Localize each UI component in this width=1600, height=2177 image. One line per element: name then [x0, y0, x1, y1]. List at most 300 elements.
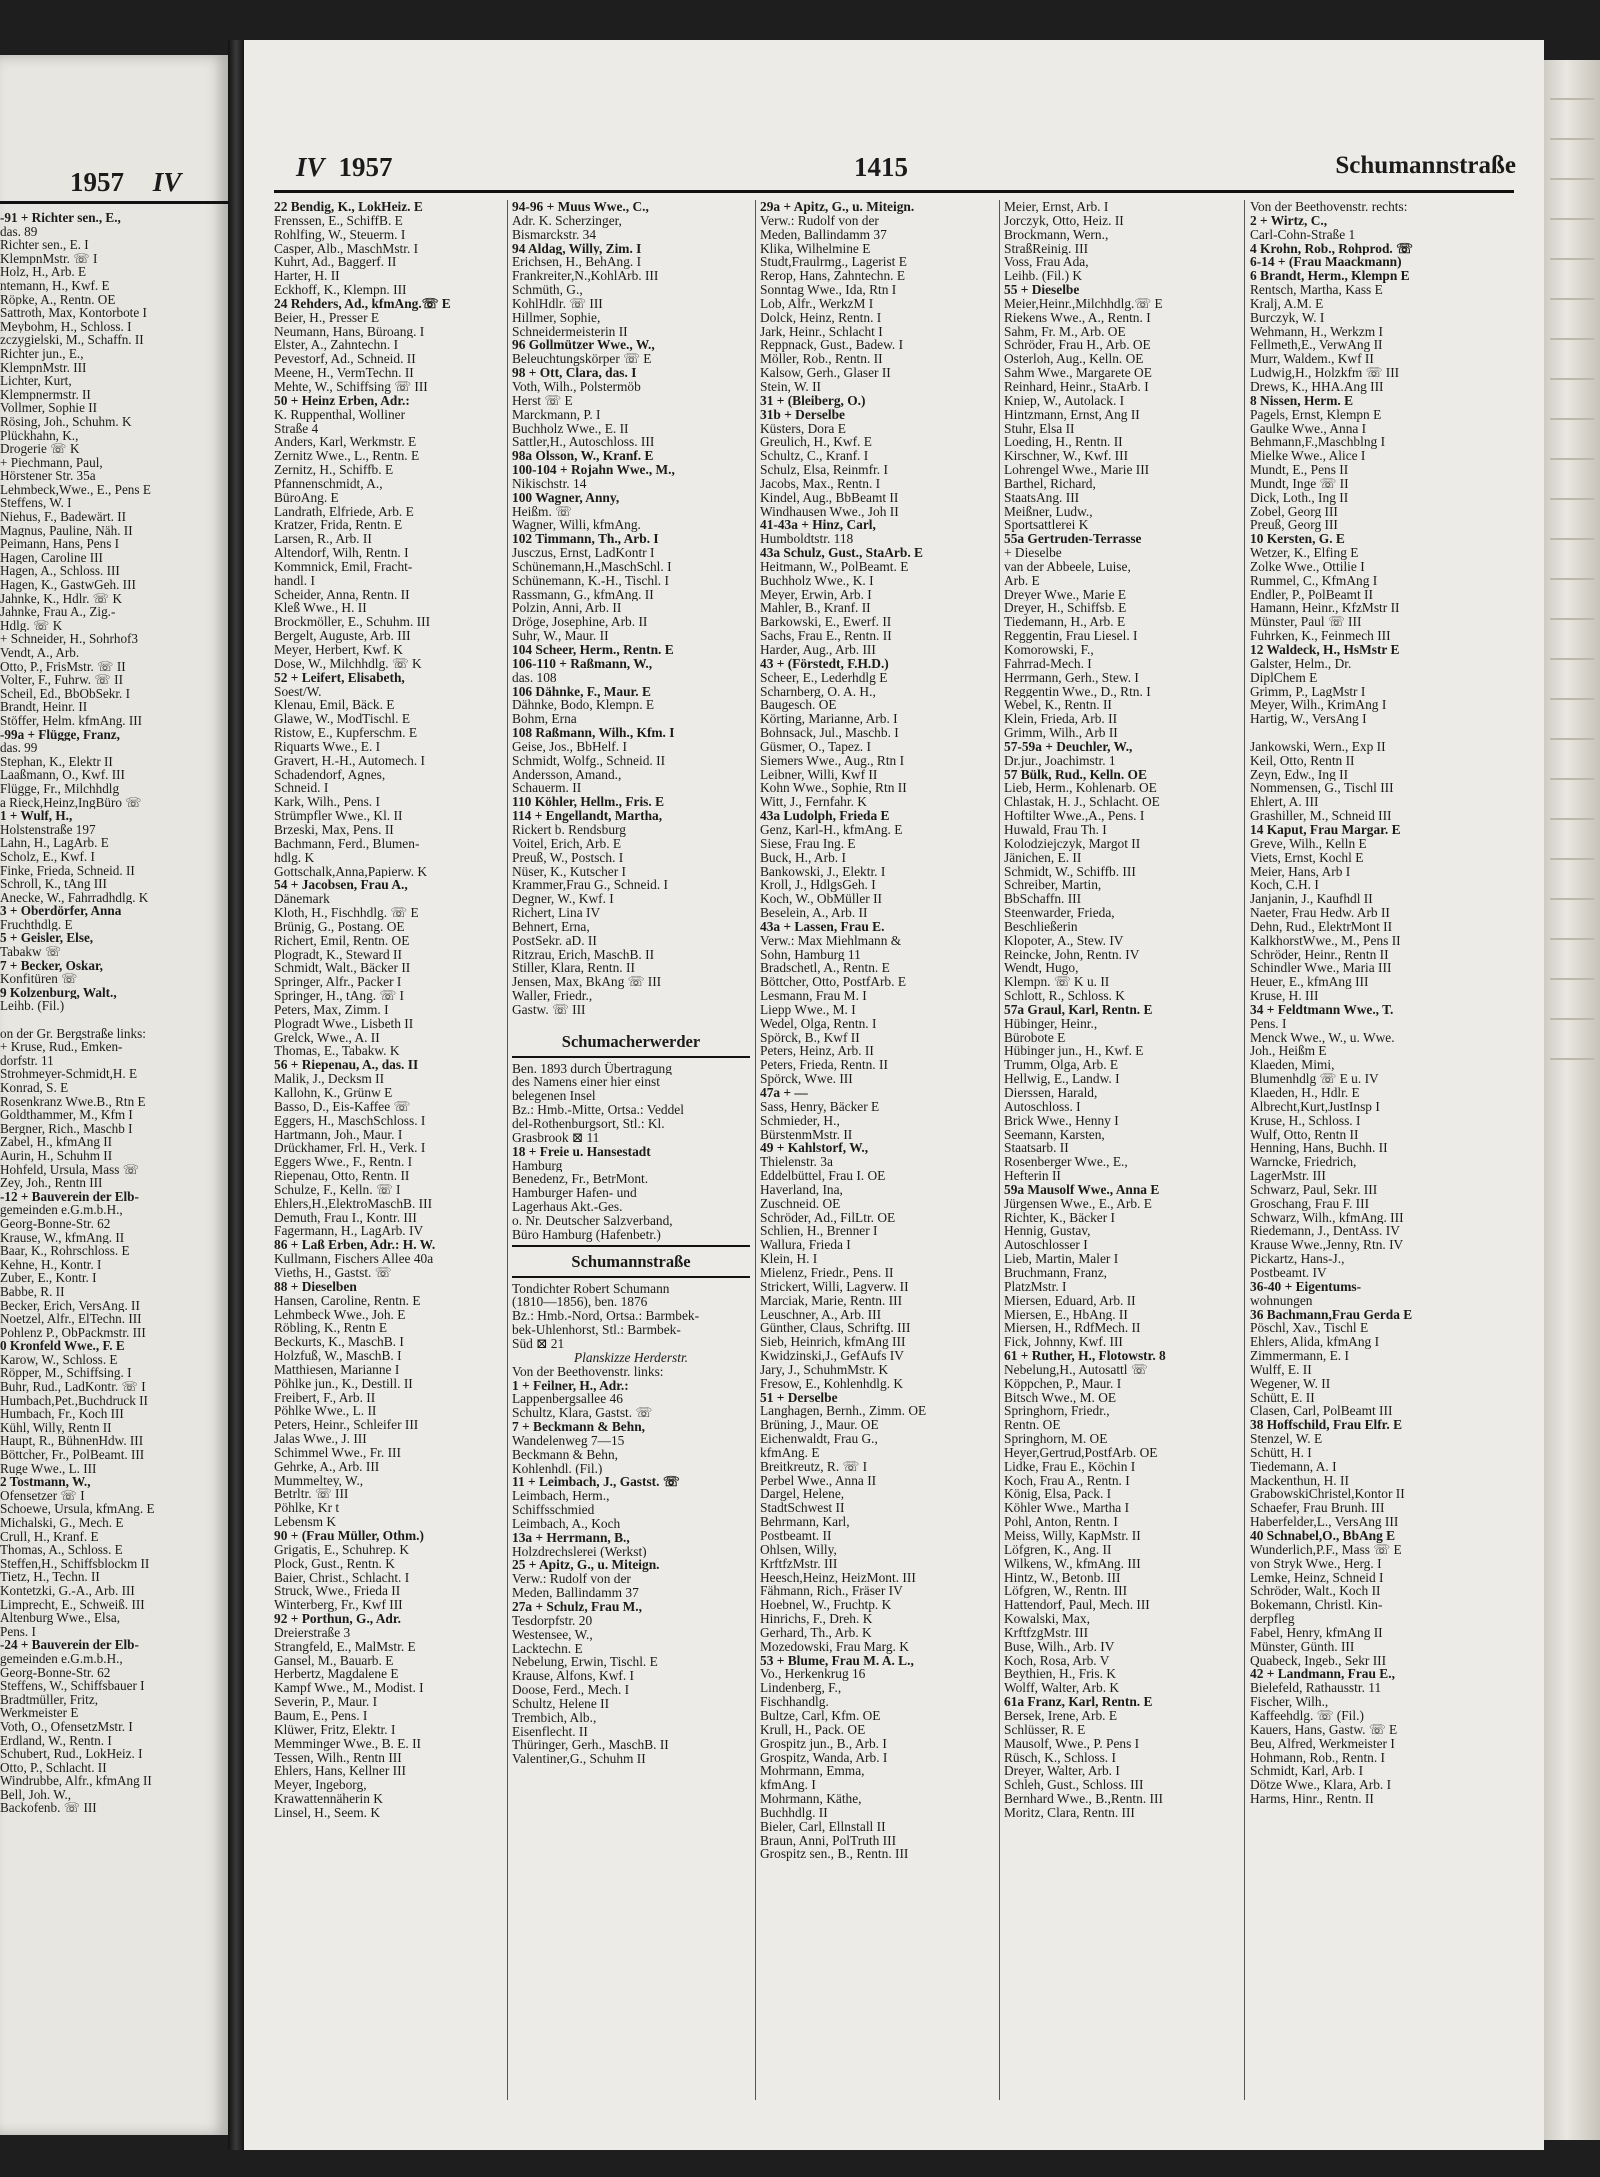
directory-entry: Thomas, A., Schloss. E	[0, 1543, 123, 1557]
directory-entry: Marckmann, P. I	[512, 407, 601, 422]
directory-entry: Severin, P., Maur. I	[274, 1695, 378, 1709]
directory-entry: Dick, Loth., Ing II	[1250, 490, 1349, 505]
directory-entry: Steffens, W., Schiffsbauer I	[0, 1679, 145, 1693]
directory-entry: Möller, Rob., Rentn. II	[760, 352, 883, 367]
directory-entry: Beselein, A., Arb. II	[760, 906, 868, 920]
directory-entry: Baum, E., Pens. I	[274, 1708, 368, 1723]
directory-entry: Werkmeister E	[0, 1706, 79, 1720]
directory-entry: Meiss, Willy, KapMstr. II	[1004, 1529, 1141, 1543]
directory-entry: Zimmermann, E. I	[1250, 1349, 1349, 1363]
directory-entry: Dolck, Heinz, Rentn. I	[760, 310, 882, 325]
directory-entry: Lebensm K	[274, 1515, 337, 1529]
left-page	[0, 55, 228, 2135]
directory-entry: Vendt, A., Arb.	[0, 646, 80, 660]
directory-entry: Babbe, R. II	[0, 1284, 65, 1299]
directory-entry: Bohnsack, Jul., Maschb. I	[760, 726, 899, 740]
directory-entry: 47a + —	[760, 1086, 808, 1100]
directory-entry: Preuß, Georg III	[1250, 518, 1338, 533]
directory-entry: Brockmöller, E., Schuhm. III	[274, 615, 431, 630]
directory-entry: Loeding, H., Rentn. II	[1004, 435, 1123, 450]
directory-entry: Scheider, Anna, Rentn. II	[274, 587, 410, 602]
directory-entry: Riquarts Wwe., E. I	[274, 739, 381, 754]
directory-entry: Brünig, G., Postang. OE	[274, 919, 405, 934]
book-gutter	[228, 40, 244, 2150]
directory-entry: Leihb. (Fil.)	[0, 999, 65, 1014]
directory-entry: Joh., Heißm E	[1250, 1044, 1327, 1059]
directory-entry: Heitmann, W., PolBeamt. E	[760, 559, 909, 574]
directory-entry: StadtSchwest II	[760, 1501, 845, 1516]
directory-entry: Rentsch, Martha, Kass E	[1250, 283, 1383, 297]
directory-entry: Plogradt, K., Steward II	[274, 947, 402, 962]
directory-entry: Lohrengel Wwe., Marie III	[1004, 463, 1150, 477]
directory-entry: hdlg. K	[274, 850, 315, 865]
directory-entry: 56 + Riepenau, A., das. II	[274, 1058, 419, 1073]
directory-entry: Sohn, Hamburg 11	[760, 947, 861, 962]
directory-entry: Krause Wwe.,Jenny, Rtn. IV	[1250, 1238, 1404, 1253]
directory-entry: Von der Beethovenstr. links:	[512, 1364, 664, 1379]
directory-entry: 31 + (Bleiberg, O.)	[760, 393, 866, 408]
directory-entry: 57-59a + Deuchler, W.,	[1004, 739, 1133, 754]
directory-entry: Hohfeld, Ursula, Mass ☏	[0, 1162, 140, 1177]
directory-entry: Beschließerin	[1004, 919, 1078, 934]
directory-entry: Basso, D., Eis-Kaffee ☏	[274, 1099, 411, 1114]
directory-entry: Humbach,Pet.,Buchdruck II	[0, 1393, 148, 1408]
directory-entry: KlempnMstr. ☏ I	[0, 251, 98, 266]
directory-entry: Heesch,Heinz, HeizMont. III	[760, 1570, 916, 1585]
directory-entry: Struck, Wwe., Frieda II	[274, 1584, 401, 1599]
directory-entry: Valentiner,G., Schuhm II	[512, 1752, 646, 1767]
directory-entry: Heißm. ☏	[512, 504, 572, 519]
directory-entry: Meyer, Herbert, Kwf. K	[274, 643, 403, 657]
directory-entry: Benedenz, Fr., BetrMont.	[512, 1172, 649, 1187]
directory-entry: Drogerie ☏ K	[0, 442, 80, 456]
directory-entry: Tesdorpfstr. 20	[512, 1613, 593, 1628]
directory-entry: Klein, H. I	[760, 1252, 818, 1266]
directory-entry: Miersen, E., HbAng. II	[1004, 1307, 1128, 1322]
directory-entry: Heuer, E., kfmAng III	[1250, 975, 1369, 990]
directory-entry: Soest/W.	[274, 684, 322, 699]
directory-entry: Endler, P., PolBeamt II	[1250, 587, 1373, 602]
directory-entry: Dähnke, Bodo, Klempn. E	[512, 698, 655, 713]
directory-entry	[0, 1013, 228, 1027]
directory-entry: Baier, Christ., Schlacht. I	[274, 1570, 410, 1585]
directory-entry: Schubert, Rud., LokHeiz. I	[0, 1747, 143, 1761]
directory-entry: König, Elsa, Pack. I	[1004, 1487, 1112, 1502]
directory-entry: Plogradt Wwe., Lisbeth II	[274, 1016, 414, 1031]
directory-entry: Kullmann, Fischers Allee 40a	[274, 1252, 434, 1266]
directory-entry: Wandelenweg 7—15	[512, 1433, 625, 1448]
directory-entry: Kniep, W., Autolack. I	[1004, 393, 1125, 408]
directory-entry: Reggentin Wwe., D., Rtn. I	[1004, 684, 1151, 699]
directory-entry: Suhr, W., Maur. II	[512, 629, 609, 643]
directory-entry: 10 Kersten, G. E	[1250, 532, 1345, 547]
directory-entry: Wulf, Otto, Rentn II	[1250, 1127, 1359, 1142]
directory-entry: Kratzer, Frida, Rentn. E	[274, 518, 403, 533]
directory-entry: Rassmann, G., kfmAng. II	[512, 587, 654, 602]
directory-entry: Jacobs, Max., Rentn. I	[760, 476, 881, 491]
directory-entry: Schünemann,H.,MaschSchl. I	[512, 559, 672, 574]
directory-entry: Spörck, B., Kwf II	[760, 1030, 860, 1045]
directory-entry: Schauerm. II	[512, 781, 582, 796]
directory-entry: Becker, Erich, VersAng. II	[0, 1298, 140, 1313]
directory-entry: Ehlers, Alida, kfmAng I	[1250, 1335, 1380, 1350]
directory-entry: 110 Köhler, Hellm., Fris. E	[512, 795, 665, 810]
directory-column-3	[760, 200, 994, 1861]
directory-entry: 43 + (Förstedt, F.H.D.)	[760, 656, 889, 671]
directory-entry: Altenburg Wwe., Elsa,	[0, 1611, 121, 1625]
directory-entry: Schröder, Frau H., Arb. OE	[1004, 338, 1151, 353]
directory-entry: Thomas, E., Tabakw. K	[274, 1044, 400, 1059]
directory-entry: Erichsen, H., BehAng. I	[512, 255, 642, 270]
directory-entry: Lidke, Frau E., Köchin I	[1004, 1459, 1136, 1474]
directory-entry: Hörstener Str. 35a	[0, 469, 96, 483]
directory-entry: 13a + Herrmann, B.,	[512, 1530, 630, 1545]
directory-entry: 51 + Derselbe	[760, 1390, 838, 1405]
directory-entry: Rentn. OE	[1004, 1418, 1061, 1433]
directory-entry: Scholz, E., Kwf. I	[0, 849, 95, 864]
directory-entry: Wagner, Willi, kfmAng.	[512, 518, 641, 533]
directory-entry: Bankowski, J., Elektr. I	[760, 864, 886, 879]
directory-entry: Grospitz sen., B., Rentn. III	[760, 1847, 909, 1862]
directory-entry: Mummeltey, W.,	[274, 1473, 364, 1488]
directory-entry: Wegener, W. II	[1250, 1376, 1331, 1391]
directory-entry: Greulich, H., Kwf. E	[760, 435, 872, 450]
directory-entry: Noetzel, Alfr., ElTechn. III	[0, 1312, 142, 1326]
directory-entry: Grelck, Wwe., A. II	[274, 1030, 380, 1045]
directory-entry: Hagen, A., Schloss. III	[0, 564, 120, 579]
directory-entry: Springhorn, M. OE	[1004, 1432, 1108, 1446]
directory-entry: o. Nr. Deutscher Salzverband,	[512, 1213, 673, 1228]
directory-entry: Frankreiter,N.,KohlArb. III	[512, 269, 659, 284]
directory-entry: Peters, Heinr., Schleifer III	[274, 1418, 419, 1433]
directory-entry: Brandt, Heinr. II	[0, 700, 88, 714]
directory-entry: Eisenflecht. II	[512, 1724, 588, 1739]
directory-entry: Doose, Ferd., Mech. I	[512, 1683, 630, 1697]
directory-entry: handl. I	[274, 573, 315, 588]
directory-entry: Gottschalk,Anna,Papierw. K	[274, 864, 428, 879]
column-divider	[755, 200, 756, 2100]
directory-entry: Beu, Alfred, Werkmeister I	[1250, 1736, 1395, 1751]
directory-entry: Springer, H., tAng. ☏ I	[274, 989, 405, 1003]
directory-entry: Mohrmann, Emma,	[760, 1764, 865, 1779]
directory-entry: Rüsch, K., Schloss. I	[1004, 1750, 1116, 1765]
directory-entry: Seemann, Karsten,	[1004, 1127, 1105, 1142]
directory-entry: Siemers Wwe., Aug., Rtn I	[760, 753, 905, 768]
directory-entry: Köhler Wwe., Martha I	[1004, 1501, 1130, 1516]
directory-entry: Zeyn, Edw., Ing II	[1250, 767, 1349, 782]
directory-entry: Jorczyk, Otto, Heiz. II	[1004, 213, 1124, 228]
directory-entry: Sachs, Frau E., Rentn. II	[760, 629, 892, 643]
directory-entry: Leimbach, Herm.,	[512, 1489, 610, 1504]
directory-entry: Hamburger Hafen- und	[512, 1186, 637, 1201]
directory-entry: Humbach, Fr., Koch III	[0, 1407, 124, 1421]
directory-entry: des Namens einer hier einst	[512, 1075, 660, 1090]
directory-entry: Jankowski, Wern., Exp II	[1250, 739, 1386, 754]
directory-entry: Kühl, Willy, Rentn II	[0, 1420, 112, 1435]
directory-entry: 1 + Feilner, H., Adr.:	[512, 1378, 629, 1393]
directory-entry: Anders, Karl, Werkmstr. E	[274, 435, 417, 450]
directory-entry: Schmidt, Karl, Arb. I	[1250, 1764, 1364, 1779]
directory-entry: Buchholz Wwe., K. I	[760, 573, 874, 588]
directory-entry: Sonntag Wwe., Ida, Rtn I	[760, 283, 897, 297]
directory-entry: 57a Graul, Karl, Rentn. E	[1004, 1002, 1153, 1017]
directory-entry: Preuß, W., Postsch. I	[512, 850, 624, 865]
directory-column-4	[1004, 200, 1238, 1820]
directory-entry: Backofenb. ☏ III	[0, 1801, 97, 1816]
directory-entry: Meden, Ballindamm 37	[760, 227, 887, 242]
directory-entry: KlempnMstr. III	[0, 360, 87, 375]
directory-entry: Landrath, Elfriede, Arb. E	[274, 504, 414, 519]
directory-entry: Kallohn, K., Grünw E	[274, 1086, 393, 1100]
directory-entry: 34 + Feldtmann Wwe., T.	[1250, 1002, 1394, 1017]
directory-entry: Crull, H., Kranf. E	[0, 1529, 99, 1544]
directory-entry: Dreyer, Walter, Arb. I	[1004, 1764, 1120, 1779]
directory-entry: Zolke Wwe., Ottilie I	[1250, 559, 1365, 574]
directory-entry: Liepp Wwe., M. I	[760, 1002, 856, 1017]
directory-entry: Ehlers,H.,ElektroMaschB. III	[274, 1196, 433, 1211]
directory-entry: Magnus, Pauline, Näh. II	[0, 523, 133, 538]
directory-entry: Pohl, Anton, Rentn. I	[1004, 1515, 1118, 1529]
directory-entry: Brockmann, Wern.,	[1004, 227, 1109, 242]
directory-entry: Mackenthun, H. II	[1250, 1473, 1349, 1488]
directory-entry: Grimm, P., LagMstr I	[1250, 684, 1366, 699]
directory-entry: 43a Schulz, Gust., StaArb. E	[760, 546, 923, 560]
directory-entry: Löfgren, K., Ang. II	[1004, 1542, 1112, 1557]
directory-entry: Günther, Claus, Schriftg. III	[760, 1321, 911, 1336]
directory-entry: Eggers Wwe., F., Rentn. I	[274, 1155, 413, 1170]
directory-entry: BürstenmMstr. II	[760, 1127, 853, 1142]
directory-entry: 53 + Blume, Frau M. A. L.,	[760, 1653, 914, 1668]
page-number: 1415	[854, 152, 908, 182]
directory-entry: Buck, H., Arb. I	[760, 850, 846, 865]
directory-entry: Kommnick, Emil, Fracht-	[274, 559, 413, 574]
directory-entry: Scheer, E., Lederhdlg E	[760, 670, 888, 685]
directory-entry: Mozedowski, Frau Marg. K	[760, 1639, 909, 1654]
directory-entry: Limprecht, E., Schweiß. III	[0, 1597, 145, 1612]
directory-entry: Kroll, J., HdlgsGeh. I	[760, 878, 876, 893]
directory-entry: Baar, K., Rohrschloss. E	[0, 1244, 130, 1258]
directory-entry: Hattendorf, Paul, Mech. III	[1004, 1598, 1150, 1613]
directory-entry: Viets, Ernst, Kochl E	[1250, 850, 1364, 865]
directory-entry: Rummel, C., KfmAng I	[1250, 573, 1378, 588]
directory-entry: Behmann,F.,Maschblng I	[1250, 435, 1386, 450]
left-page-year: 1957	[70, 167, 124, 197]
directory-entry: Tondichter Robert Schumann	[512, 1281, 670, 1296]
directory-entry	[1250, 726, 1514, 740]
directory-entry: Gaulke Wwe., Anna I	[1250, 421, 1367, 436]
directory-entry: Fick, Johnny, Kwf. III	[1004, 1335, 1123, 1350]
directory-entry: Lehmbeck Wwe., Joh. E	[274, 1307, 406, 1322]
directory-entry: 29a + Apitz, G., u. Miteign.	[760, 200, 915, 214]
directory-entry: Glawe, W., ModTischl. E	[274, 712, 411, 727]
directory-entry: Wendt, Hugo,	[1004, 961, 1079, 976]
directory-entry: 22 Bendig, K., LokHeiz. E	[274, 200, 423, 214]
directory-entry: Grashiller, M., Schneid III	[1250, 809, 1392, 823]
directory-entry: 88 + Dieselben	[274, 1279, 357, 1294]
directory-entry: Kruse, H., Schloss. I	[1250, 1113, 1361, 1128]
directory-entry: Richter sen., E. I	[0, 238, 89, 252]
directory-entry: Hohmann, Rob., Rentn. I	[1250, 1750, 1386, 1765]
directory-entry: Lob, Alfr., WerkzM I	[760, 296, 874, 311]
directory-entry: 6 Brandt, Herm., Klempn E	[1250, 269, 1410, 284]
directory-entry: Verw.: Rudolf von der	[760, 213, 879, 228]
directory-entry: PostSekr. aD. II	[512, 933, 597, 948]
directory-entry: Linsel, H., Seem. K	[274, 1805, 380, 1820]
directory-entry: Kauers, Hans, Gastw. ☏ E	[1250, 1722, 1398, 1737]
directory-entry: Sattroth, Max, Kontorbote I	[0, 306, 147, 320]
directory-entry: Wetzer, K., Elfing E	[1250, 546, 1359, 560]
directory-entry: Osterloh, Aug., Kelln. OE	[1004, 352, 1144, 367]
directory-entry: Münster, Günth. III	[1250, 1639, 1355, 1654]
directory-entry: Kohn Wwe., Sophie, Rtn II	[760, 781, 907, 796]
directory-entry: Betrltr. ☏ III	[274, 1487, 349, 1502]
directory-entry: 6-14 + (Frau Maackmann)	[1250, 255, 1402, 270]
directory-entry: Schroll, K., tAng III	[0, 877, 107, 891]
directory-entry: Steenwarder, Frieda,	[1004, 906, 1115, 920]
directory-entry: 24 Rehders, Ad., kfmAng.☏ E	[274, 296, 451, 311]
directory-entry: Rosenkranz Wwe.B., Rtn E	[0, 1094, 146, 1109]
directory-entry: Zey, Joh., Rentn III	[0, 1176, 103, 1190]
directory-entry: KrftfzgMstr. III	[1004, 1625, 1089, 1640]
directory-entry: Sass, Henry, Bäcker E	[760, 1099, 880, 1114]
directory-entry: Braun, Anni, PolTruth III	[760, 1833, 897, 1848]
directory-entry: Kark, Wilh., Pens. I	[274, 795, 380, 810]
directory-entry: Hinrichs, F., Dreh. K	[760, 1612, 873, 1626]
directory-entry: Wolff, Walter, Arb. K	[1004, 1681, 1120, 1696]
street-section-heading: Schumacherwerder	[561, 1031, 701, 1051]
directory-entry: Pevestorf, Ad., Schneid. II	[274, 352, 416, 367]
directory-entry: Jark, Heinr., Schlacht I	[760, 324, 883, 339]
directory-entry: Koch, Rosa, Arb. V	[1004, 1653, 1110, 1668]
directory-entry: Winterberg, Fr., Kwf III	[274, 1598, 403, 1613]
directory-entry: Hamburg	[512, 1158, 563, 1173]
directory-entry: 55a Gertruden-Terrasse	[1004, 532, 1142, 547]
directory-entry: Hillmer, Sophie,	[512, 310, 601, 325]
directory-entry: Postbeamt. IV	[1250, 1265, 1327, 1280]
directory-entry: 11 + Leimbach, J., Gastst. ☏	[512, 1475, 680, 1490]
directory-entry: Studt,Fraulrmg., Lagerist E	[760, 255, 907, 270]
directory-entry: Koch, C.H. I	[1250, 878, 1319, 893]
directory-entry: 25 + Apitz, G., u. Miteign.	[512, 1558, 660, 1573]
directory-entry: kfmAng. E	[760, 1445, 820, 1460]
directory-entry: Haberfelder,L., VersAng III	[1250, 1515, 1399, 1529]
directory-entry: Fresow, E., Kohlenhdlg. K	[760, 1376, 904, 1391]
left-page-header	[70, 167, 181, 198]
directory-entry: Strangfeld, E., MalMstr. E	[274, 1639, 416, 1654]
directory-entry: 102 Timmann, Th., Arb. I	[512, 532, 659, 547]
directory-entry: Rosenberger Wwe., E.,	[1004, 1155, 1128, 1170]
directory-entry: Zabel, H., kfmAng II	[0, 1135, 113, 1149]
directory-entry: Lieb, Herm., Kohlenarb. OE	[1004, 781, 1157, 796]
directory-entry: ntemann, H., Kwf. E	[0, 278, 110, 293]
directory-entry: Richter jun., E.,	[0, 346, 84, 361]
directory-entry: 2 + Wirtz, C.,	[1250, 213, 1328, 228]
left-header-rule	[0, 201, 228, 204]
directory-entry: Miersen, H., RdfMech. II	[1004, 1321, 1141, 1336]
directory-entry: 31b + Derselbe	[760, 407, 845, 422]
directory-entry: Steffen,H., Schiffsblockm II	[0, 1556, 150, 1571]
directory-entry: Bielefeld, Rathausstr. 11	[1250, 1681, 1382, 1696]
directory-entry: Ohlsen, Willy,	[760, 1542, 837, 1557]
directory-entry: Kohlenhdl. (Fil.)	[512, 1461, 603, 1476]
directory-entry: Murr, Waldem., Kwf II	[1250, 352, 1374, 367]
directory-entry: 108 Raßmann, Wilh., Kfm. I	[512, 726, 675, 740]
directory-entry: Lehmbeck,Wwe., E., Pens E	[0, 482, 151, 497]
directory-entry: derpfleg	[1250, 1612, 1295, 1626]
directory-entry: Reppnack, Gust., Badew. I	[760, 338, 904, 353]
directory-entry: Mohrmann, Käthe,	[760, 1792, 862, 1806]
directory-entry	[512, 1017, 750, 1031]
directory-entry: Peters, Frieda, Rentn. II	[760, 1058, 888, 1073]
directory-entry: Moritz, Clara, Rentn. III	[1004, 1805, 1135, 1820]
directory-entry: Grospitz jun., B., Arb. I	[760, 1736, 887, 1751]
directory-entry: 27a + Schulz, Frau M.,	[512, 1600, 643, 1614]
directory-entry: bek-Uhlenhorst, Stl.: Barmbek-	[512, 1323, 681, 1337]
directory-entry: Richert, Lina IV	[512, 906, 601, 920]
directory-entry: Schlott, R., Schloss. K	[1004, 989, 1125, 1003]
directory-entry: Matthiesen, Marianne I	[274, 1362, 400, 1377]
directory-entry: Sportsattlerei K	[1004, 518, 1089, 533]
directory-entry: Eichenwaldt, Frau G.,	[760, 1432, 878, 1446]
directory-entry: Zuber, E., Kontr. I	[0, 1271, 97, 1285]
directory-entry: Polzin, Anni, Arb. II	[512, 601, 622, 616]
directory-entry: Mundt, Inge ☏ II	[1250, 476, 1349, 491]
directory-entry: Holzdrechslerei (Werkst)	[512, 1544, 647, 1559]
directory-entry: Stöffer, Helm. kfmAng. III	[0, 713, 143, 728]
directory-entry: Löfgren, W., Rentn. III	[1004, 1584, 1128, 1599]
directory-entry: Fuhrken, K., Feinmech III	[1250, 629, 1391, 643]
directory-entry: Schütt, H. I	[1250, 1445, 1312, 1460]
directory-entry: Hamann, Heinr., KfzMstr II	[1250, 601, 1400, 616]
directory-entry: Aurin, H., Schuhm II	[0, 1148, 113, 1163]
directory-entry: Tiedemann, A. I	[1250, 1459, 1337, 1474]
directory-entry: Hartig, W., VersAng I	[1250, 712, 1367, 727]
directory-entry: Klaeden, Mimi,	[1250, 1058, 1335, 1073]
directory-entry: Tietz, H., Techn. II	[0, 1570, 100, 1584]
directory-entry: 86 + Laß Erben, Adr.: H. W.	[274, 1238, 436, 1253]
directory-entry: Hintzmann, Ernst, Ang II	[1004, 407, 1140, 422]
directory-column-5	[1250, 200, 1514, 1806]
directory-entry: Dose, W., Milchhdlg. ☏ K	[274, 656, 422, 671]
directory-entry: dorfstr. 11	[0, 1053, 54, 1068]
directory-entry: Sieb, Heinrich, kfmAng III	[760, 1335, 906, 1350]
directory-entry: Röpper, M., Schiffsing. I	[0, 1366, 132, 1381]
directory-entry: Gastw. ☏ III	[512, 1002, 586, 1017]
directory-entry: Beckurts, K., MaschB. I	[274, 1335, 404, 1350]
directory-entry: Frenssen, E., SchiffB. E	[274, 213, 403, 228]
directory-entry: Mielenz, Friedr., Pens. II	[760, 1265, 894, 1280]
directory-entry: Meyer, Erwin, Arb. I	[760, 587, 872, 602]
directory-entry: + Dieselbe	[1004, 546, 1062, 560]
directory-entry: Klempnermstr. II	[0, 387, 91, 402]
directory-entry: Rösing, Joh., Schuhm. K	[0, 414, 132, 429]
directory-entry: Hoebnel, W., Fruchtp. K	[760, 1598, 892, 1613]
directory-entry: Mehte, W., Schiffsing ☏ III	[274, 379, 428, 394]
directory-entry: Klempn. ☏ K u. II	[1004, 975, 1110, 990]
directory-entry: 98 + Ott, Clara, das. I	[512, 366, 637, 380]
directory-entry: 4 Krohn, Rob., Rohprod. ☏	[1250, 241, 1413, 256]
directory-entry: Janjanin, J., Kaufhdl II	[1250, 892, 1373, 907]
directory-entry: Kalsow, Gerh., Glaser II	[760, 366, 891, 380]
directory-entry: Bradtmüller, Fritz,	[0, 1692, 98, 1707]
directory-entry: Richert, Emil, Rentn. OE	[274, 933, 410, 948]
directory-entry: Von der Beethovenstr. rechts:	[1250, 200, 1408, 214]
directory-entry: Erdland, W., Rentn. I	[0, 1733, 112, 1748]
directory-entry: 55 + Dieselbe	[1004, 283, 1080, 297]
directory-entry: Meier, Hans, Arb I	[1250, 864, 1351, 879]
directory-entry: Breitkreutz, R. ☏ I	[760, 1459, 868, 1474]
directory-entry: StraßReinig. III	[1004, 241, 1089, 256]
